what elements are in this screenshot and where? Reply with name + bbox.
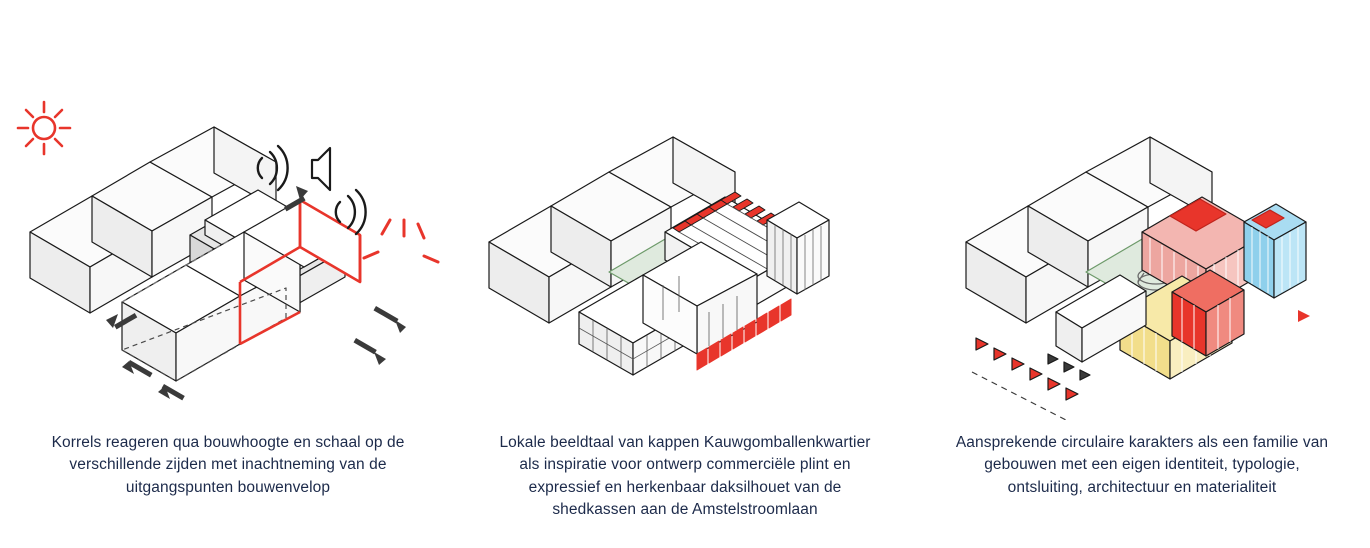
caption-line: Lokale beeldtaal van kappen Kauwgomballenkwartier (499, 434, 871, 451)
caption-line: als inspiratie voor ontwerp commerciële plint en (519, 456, 851, 474)
caption-panel-2 (467, 432, 903, 522)
panel-korrels-reageren (0, 0, 456, 548)
panel-circulaire-karakters (914, 0, 1370, 548)
isometric-massing-diagram-1 (0, 20, 456, 420)
impact-burst-icon (364, 220, 438, 262)
caption-line: ontsluiting, architectuur en materialiteit (1007, 478, 1277, 496)
caption-line: shedkassen aan de Amstelstroomlaan (552, 501, 818, 519)
figure-circulaire-karakters (914, 20, 1370, 420)
entrance-arrow-icon (1298, 310, 1310, 322)
caption-line: Korrels reageren qua bouwhoogte en schaal op de (51, 434, 405, 451)
colored-volume-blue (1244, 204, 1306, 298)
caption-line: verschillende zijden met inachtneming van de (69, 456, 387, 474)
caption-line: gebouwen met een eigen identiteit, typologie, (984, 456, 1300, 474)
sun-icon (18, 102, 70, 154)
caption-panel-3 (924, 432, 1360, 499)
isometric-massing-diagram-2 (457, 20, 913, 420)
caption-line: expressief en herkenbaar daksilhouet van de (528, 478, 842, 496)
dashed-guideline (972, 372, 1066, 420)
caption-line: Aansprekende circulaire karakters als een familie van (955, 434, 1329, 451)
panel-lokale-beeldtaal (457, 0, 913, 548)
speaker-icon (312, 148, 330, 190)
isometric-massing-diagram-3 (914, 20, 1370, 420)
figure-korrels-reageren (0, 20, 456, 420)
massing-block-right-tower (767, 202, 829, 294)
caption-panel-1 (10, 432, 446, 499)
caption-line: uitgangspunten bouwenvelop (125, 478, 331, 496)
figure-lokale-beeldtaal (457, 20, 913, 420)
